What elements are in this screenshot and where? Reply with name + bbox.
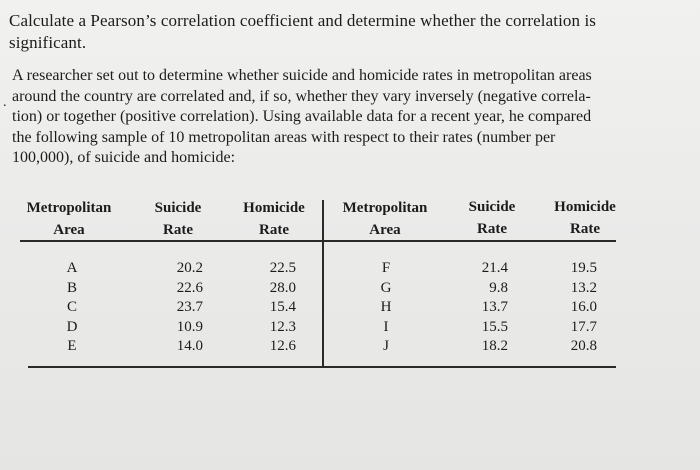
table-cell: H (380, 299, 392, 315)
column-suicide-right (462, 259, 508, 357)
table-cell: B (66, 279, 77, 296)
table-cell: D (66, 318, 78, 335)
table-cell: 10.9 (176, 318, 203, 335)
table-cell: 9.8 (489, 279, 508, 296)
problem-paragraph (12, 66, 652, 169)
table-cell: E (67, 338, 77, 354)
column-area-left (62, 259, 82, 357)
column-homicide-right (551, 259, 597, 357)
table-column-divider (322, 200, 324, 367)
table-cell: 14.0 (176, 338, 203, 354)
header-metropolitan-area-right: Metropolitan Area (342, 200, 428, 238)
header-suicide-rate-left: Suicide Rate (154, 200, 202, 238)
table-cell: J (383, 338, 389, 354)
margin-mark: . (3, 95, 7, 110)
table-cell: 13.2 (570, 279, 597, 296)
table-cell: 16.0 (570, 299, 597, 315)
table-cell: 22.5 (269, 260, 296, 276)
table-cell: A (66, 260, 78, 276)
table-cell: 22.6 (176, 279, 203, 296)
table-cell: 21.4 (481, 260, 508, 276)
table-cell: 15.4 (269, 299, 296, 315)
table-bottom-rule (28, 366, 616, 368)
table-cell: 12.3 (269, 318, 296, 335)
header-metropolitan-area-left: Metropolitan Area (26, 200, 112, 238)
table-cell: 20.2 (176, 260, 203, 276)
table-cell: 17.7 (570, 318, 597, 335)
header-suicide-rate-right: Suicide Rate (468, 199, 516, 237)
question-line-1: Calculate a Pearson’s correlation coefficient and determine whether the correlation is (9, 11, 596, 30)
paragraph-line: A researcher set out to determine whether suicide and homicide rates in metropolitan areas (12, 67, 592, 84)
header-homicide-rate-left: Homicide Rate (243, 200, 305, 238)
question-prompt (9, 10, 669, 54)
table-cell: 15.5 (481, 318, 508, 335)
table-cell: 18.2 (481, 338, 508, 354)
paragraph-line: the following sample of 10 metropolitan areas with respect to their rates (number per (12, 128, 556, 146)
table-header-rule (20, 240, 616, 242)
paragraph-line: 100,000), of suicide and homicide: (12, 149, 236, 166)
table-cell: 28.0 (269, 279, 296, 296)
table-cell: I (383, 318, 389, 335)
table-cell: 19.5 (570, 260, 597, 276)
table-cell: C (66, 299, 77, 315)
table-cell: 13.7 (481, 299, 508, 315)
paragraph-line: around the country are correlated and, if so, whether they vary inversely (negative correla- (12, 87, 591, 105)
column-suicide-left (157, 259, 203, 357)
table-cell: 23.7 (176, 299, 203, 315)
header-homicide-rate-right: Homicide Rate (554, 199, 616, 237)
column-area-right (376, 259, 396, 357)
table-cell: G (380, 279, 392, 296)
paragraph-line: tion) or together (positive correlation). Using available data for a recent year, he compared (12, 108, 592, 125)
table-cell: F (381, 260, 391, 276)
column-homicide-left (250, 259, 296, 357)
question-line-2: significant. (9, 33, 87, 52)
table-cell: 20.8 (570, 338, 597, 354)
table-cell: 12.6 (269, 338, 296, 354)
